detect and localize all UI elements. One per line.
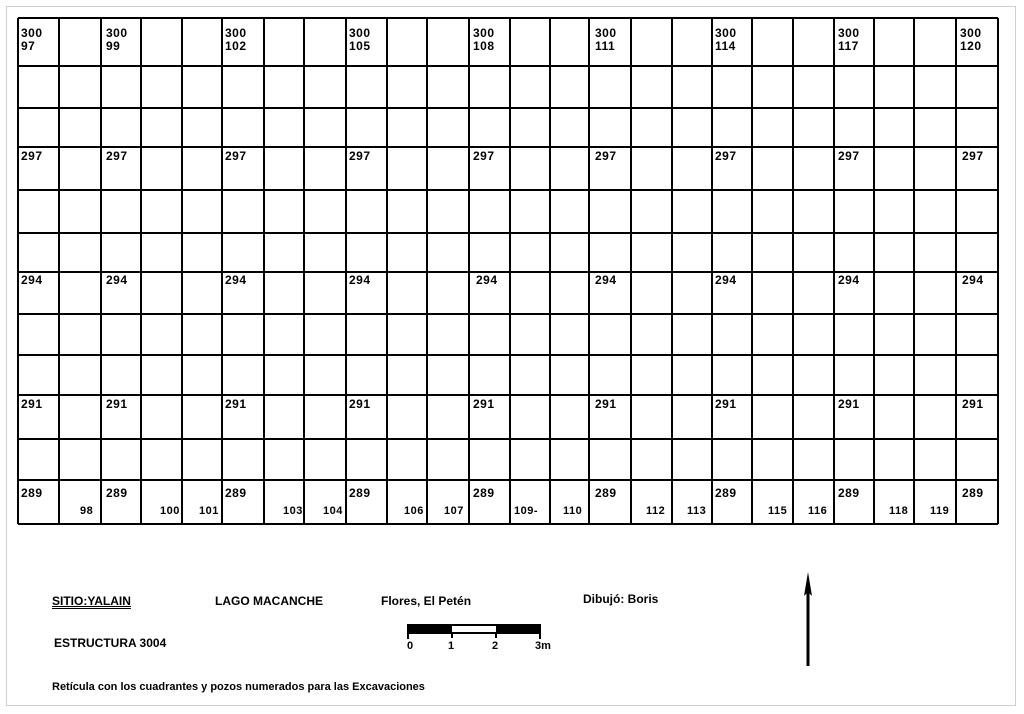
grid-row-label: 291: [838, 397, 860, 411]
scale-bar: [407, 622, 557, 652]
scale-tick-3m: 3m: [535, 640, 551, 652]
grid-row-label: 297: [106, 149, 128, 163]
site-label: SITIO:YALAIN: [52, 594, 131, 608]
grid-cell-number: 100: [160, 505, 180, 517]
grid-corner-label: 300 102: [225, 26, 247, 53]
grid-corner-label: 300 105: [349, 26, 371, 53]
grid-cell-number: 119: [930, 505, 950, 517]
grid-row-label: 294: [106, 273, 128, 287]
place-label: Flores, El Petén: [381, 594, 472, 608]
grid-row-label: 291: [962, 397, 984, 411]
grid-row-label: 291: [595, 397, 617, 411]
grid-cell-number: 101: [199, 505, 219, 517]
grid-row-label: 289: [838, 486, 860, 500]
caption-label: Retícula con los cuadrantes y pozos numerados para las Excavaciones: [52, 681, 425, 693]
grid-row-label: 297: [595, 149, 617, 163]
grid-row-label: 289: [21, 486, 43, 500]
grid-row-label: 297: [349, 149, 371, 163]
grid-row-label: 297: [715, 149, 737, 163]
north-arrow-icon: [798, 572, 818, 668]
grid-cell-number: 116: [808, 505, 828, 517]
grid-row-label: 289: [349, 486, 371, 500]
grid-row-label: 289: [962, 486, 984, 500]
grid-cell-number: 109-: [514, 505, 539, 517]
grid-cell-number: 107: [444, 505, 464, 517]
grid-row-label: 294: [21, 273, 43, 287]
grid-cell-number: 113: [687, 505, 707, 517]
grid-cell-number: 106: [404, 505, 424, 517]
grid-row-label: 291: [349, 397, 371, 411]
grid-cell-number: 103: [283, 505, 303, 517]
grid-row-label: 294: [595, 273, 617, 287]
grid-row-label: 289: [106, 486, 128, 500]
grid-corner-label: 300 97: [21, 26, 43, 53]
grid-row-label: 289: [715, 486, 737, 500]
grid-corner-label: 300 120: [960, 26, 982, 53]
grid-row-label: 297: [838, 149, 860, 163]
grid-row-label: 291: [473, 397, 495, 411]
grid-cell-number: 118: [889, 505, 909, 517]
grid-corner-label: 300 99: [106, 26, 128, 53]
lake-label: LAGO MACANCHE: [215, 594, 323, 608]
grid-cell-number: 110: [563, 505, 583, 517]
grid-corner-label: 300 117: [838, 26, 860, 53]
grid-row-label: 294: [962, 273, 984, 287]
scale-bar-segment-1: [408, 625, 452, 633]
scale-tick-2: 2: [492, 640, 499, 652]
grid-row-label: 294: [715, 273, 737, 287]
scale-tick-0: 0: [407, 640, 414, 652]
grid-row-label: 289: [595, 486, 617, 500]
grid-cell-number: 115: [768, 505, 788, 517]
grid-row-label: 294: [225, 273, 247, 287]
grid-row-label: 291: [715, 397, 737, 411]
grid-row-label: 291: [21, 397, 43, 411]
scale-bar-segment-3: [496, 625, 540, 633]
grid-row-label: 291: [225, 397, 247, 411]
grid-row-label: 294: [476, 273, 498, 287]
grid-cell-number: 112: [646, 505, 666, 517]
grid-row-label: 289: [225, 486, 247, 500]
scale-tick-1: 1: [448, 640, 455, 652]
grid-row-label: 297: [473, 149, 495, 163]
grid-row-label: 297: [225, 149, 247, 163]
grid-row-label: 289: [473, 486, 495, 500]
drawn-by-label: Dibujó: Boris: [583, 592, 659, 606]
grid-row-label: 297: [21, 149, 43, 163]
grid-cell-number: 98: [80, 505, 94, 517]
grid-corner-label: 300 111: [595, 26, 617, 53]
grid-row-label: 294: [838, 273, 860, 287]
grid-corner-label: 300 114: [715, 26, 737, 53]
structure-label: ESTRUCTURA 3004: [54, 636, 167, 650]
grid-corner-label: 300 108: [473, 26, 495, 53]
grid-row-label: 294: [349, 273, 371, 287]
grid-row-label: 291: [106, 397, 128, 411]
grid-cell-number: 104: [323, 505, 343, 517]
grid-row-label: 297: [962, 149, 984, 163]
